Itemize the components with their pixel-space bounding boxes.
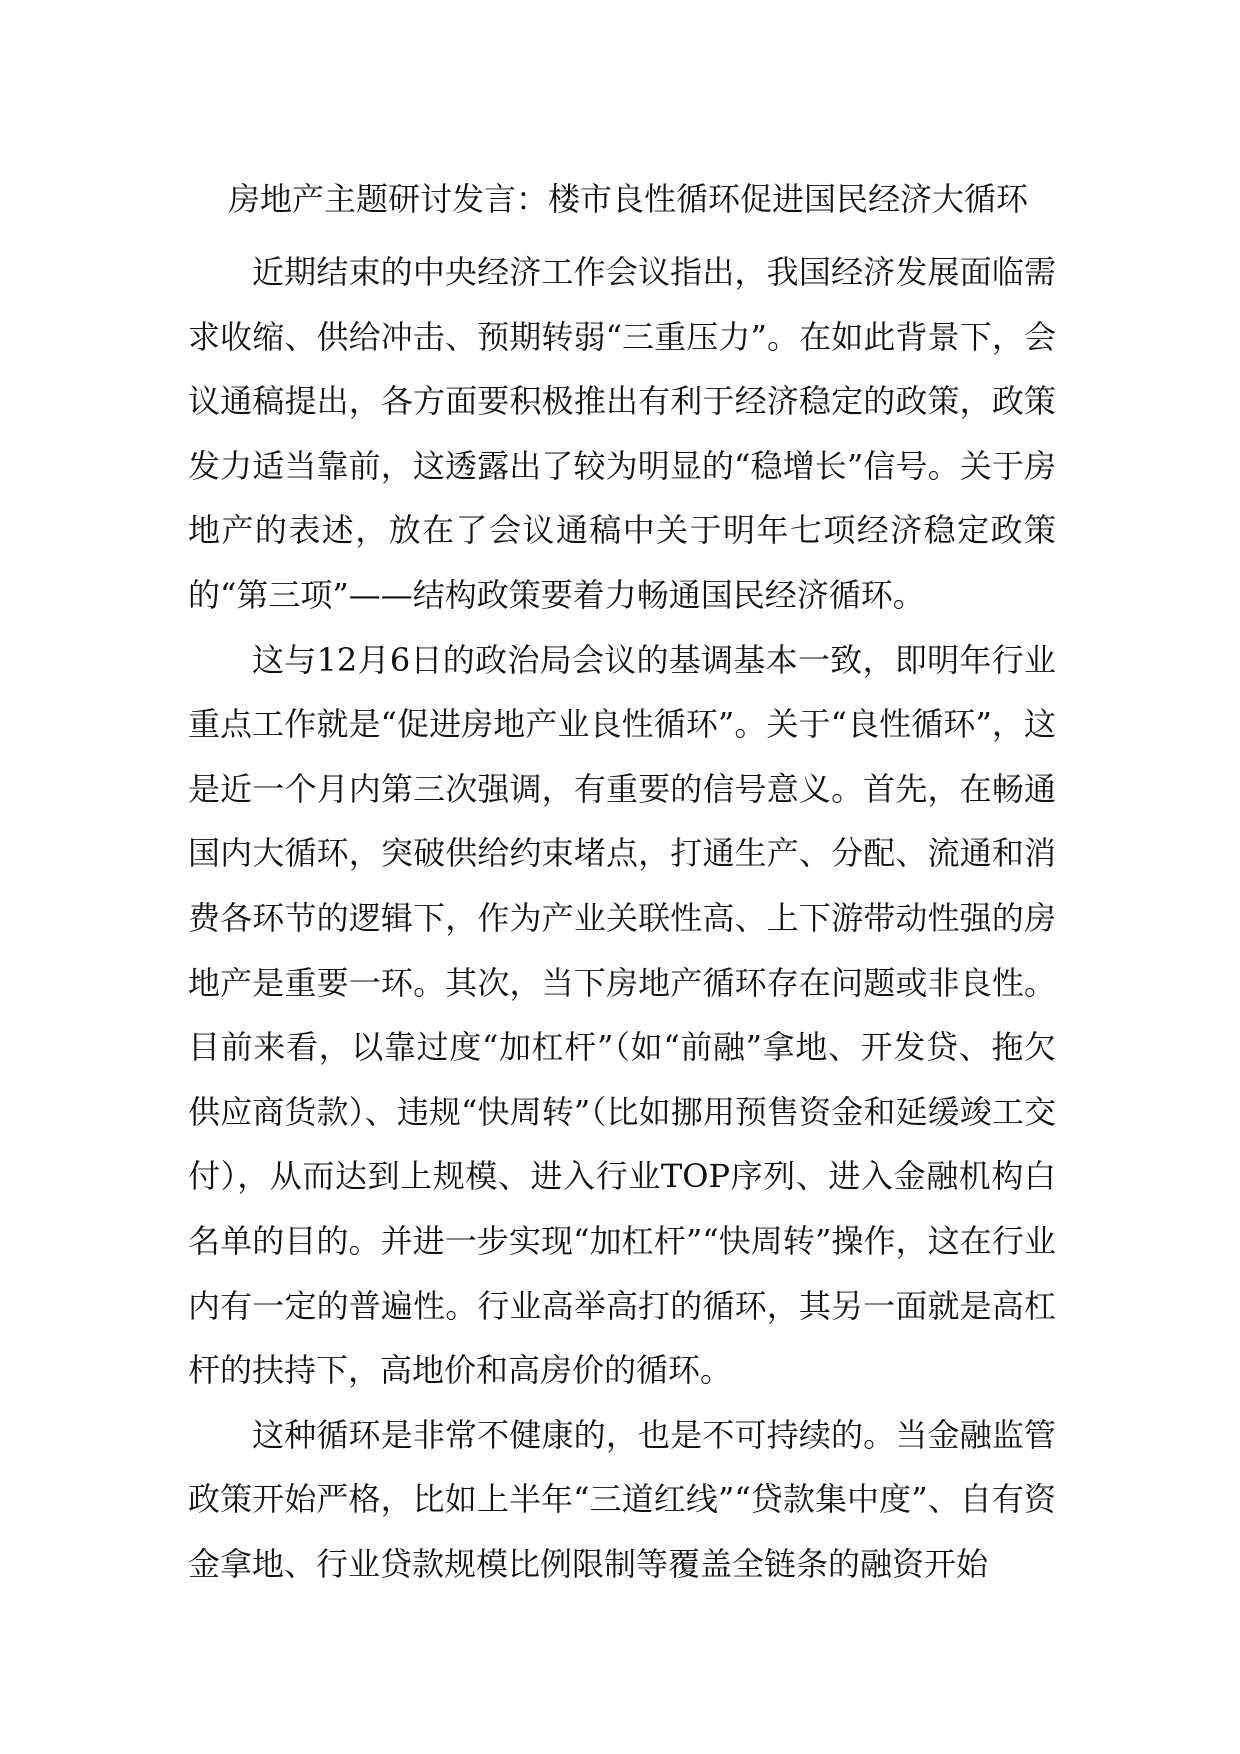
paragraph-2: 这与12月6日的政治局会议的基调基本一致，即明年行业重点工作就是“促进房地产业良性循环”。关于“良性循环”，这是近一个月内第三次强调，有重要的信号意义。首先，在畅通国内大循环，突破供给约束堵点，打通生产、分配、流通和消费各环节的逻辑下，作为产业关联性高、上下游带动性强的房地产是重要一环。其次，当下房地产循环存在问题或非良性。目前来看，以靠过度“加杠杆”（如“前融”拿地、开发贷、拖欠供应商货款）、违规“快周转”（比如挪用预售资金和延缓竣工交付），从而达到上规模、进入行业TOP序列、进入金融机构白名单的目的。并进一步实现“加杠杆”“快周转”操作，这在行业内有一定的普遍性。行业高举高打的循环，其另一面就是高杠杆的扶持下，高地价和高房价的循环。 [188, 640, 1056, 1390]
paragraph-3: 这种循环是非常不健康的，也是不可持续的。当金融监管政策开始严格，比如上半年“三道红线”“贷款集中度”、自有资金拿地、行业贷款规模比例限制等覆盖全链条的融资开始 [188, 1415, 1056, 1583]
document-title: 房地产主题研讨发言：楼市良性循环促进国民经济大循环 [227, 180, 1028, 218]
document-body [188, 240, 1056, 1596]
paragraph-1: 近期结束的中央经济工作会议指出，我国经济发展面临需求收缩、供给冲击、预期转弱“三重压力”。在如此背景下，会议通稿提出，各方面要积极推出有利于经济稳定的政策，政策发力适当靠前，这透露出了较为明显的“稳增长”信号。关于房地产的表述，放在了会议通稿中关于明年七项经济稳定政策的“第三项”——结构政策要着力畅通国民经济循环。 [188, 253, 1056, 614]
